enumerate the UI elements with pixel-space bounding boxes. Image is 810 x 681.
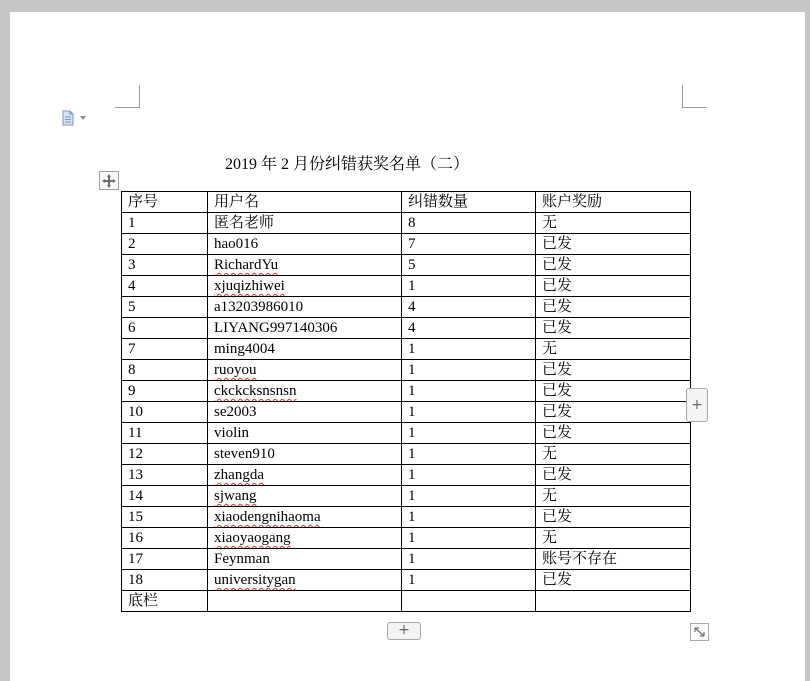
cell-reward[interactable]: 无 [536, 339, 691, 360]
cell-user-text: ruoyou [214, 362, 257, 378]
cell-no[interactable]: 13 [122, 465, 208, 486]
move-table-icon[interactable] [99, 171, 119, 190]
cell-count[interactable]: 1 [402, 507, 536, 528]
cell-reward[interactable]: 无 [536, 486, 691, 507]
cell-count[interactable]: 1 [402, 465, 536, 486]
cell-reward[interactable]: 已发 [536, 423, 691, 444]
cell-user-text: universitygan [214, 572, 296, 588]
resize-diagonal-icon[interactable] [690, 623, 709, 641]
header-cell-no[interactable]: 序号 [122, 192, 208, 213]
cell-reward[interactable]: 无 [536, 444, 691, 465]
table-row [122, 570, 691, 591]
cell-reward[interactable]: 已发 [536, 297, 691, 318]
cell-no[interactable]: 2 [122, 234, 208, 255]
cell-user-text: 匿名老师 [214, 215, 275, 231]
document-icon[interactable] [60, 110, 76, 126]
add-column-button[interactable] [686, 388, 708, 422]
cell-no[interactable]: 1 [122, 213, 208, 234]
cell-reward[interactable]: 已发 [536, 507, 691, 528]
cell-count[interactable]: 1 [402, 402, 536, 423]
cell-no[interactable]: 18 [122, 570, 208, 591]
cell-no[interactable]: 4 [122, 276, 208, 297]
table-row [122, 423, 691, 444]
cell-reward[interactable]: 无 [536, 528, 691, 549]
cell-user-text: ming4004 [214, 341, 275, 357]
cell-user-text: steven910 [214, 446, 275, 462]
plus-icon: + [691, 397, 703, 413]
header-cell-count[interactable]: 纠错数量 [402, 192, 536, 213]
cell-user[interactable] [208, 591, 402, 612]
cell-count[interactable]: 1 [402, 381, 536, 402]
cell-user[interactable] [208, 528, 402, 549]
table-row [122, 213, 691, 234]
table-row [122, 528, 691, 549]
table-footer-row [122, 591, 691, 612]
cell-user[interactable] [208, 486, 402, 507]
cell-user[interactable] [208, 465, 402, 486]
table-row [122, 486, 691, 507]
document-page[interactable] [10, 12, 805, 681]
plus-icon: + [398, 622, 410, 638]
cell-no[interactable]: 9 [122, 381, 208, 402]
cell-user[interactable] [208, 402, 402, 423]
cell-no[interactable]: 5 [122, 297, 208, 318]
cell-user-text: LIYANG997140306 [214, 320, 338, 336]
cell-reward[interactable]: 已发 [536, 255, 691, 276]
cell-user-text: se2003 [214, 404, 257, 420]
chevron-down-icon[interactable] [80, 116, 86, 120]
cell-no[interactable]: 15 [122, 507, 208, 528]
cell-no[interactable]: 16 [122, 528, 208, 549]
cell-user-text: xjuqizhiwei [214, 278, 285, 294]
cell-user-text: xiaodengnihaoma [214, 509, 321, 525]
cell-count[interactable]: 8 [402, 213, 536, 234]
cell-reward[interactable]: 已发 [536, 234, 691, 255]
table-row [122, 276, 691, 297]
table-row [122, 381, 691, 402]
table-row [122, 339, 691, 360]
cell-no[interactable]: 6 [122, 318, 208, 339]
cell-count[interactable]: 1 [402, 486, 536, 507]
cell-user[interactable] [208, 444, 402, 465]
cell-no[interactable]: 7 [122, 339, 208, 360]
cell-count[interactable]: 1 [402, 528, 536, 549]
cell-user-text: a13203986010 [214, 299, 304, 315]
cell-count[interactable]: 1 [402, 444, 536, 465]
cell-no[interactable]: 17 [122, 549, 208, 570]
cell-user[interactable] [208, 549, 402, 570]
cell-user[interactable] [208, 381, 402, 402]
add-row-button[interactable] [387, 622, 421, 640]
cell-user[interactable] [208, 339, 402, 360]
cell-reward[interactable]: 账号不存在 [536, 549, 691, 570]
cell-count[interactable]: 1 [402, 549, 536, 570]
cell-reward[interactable]: 已发 [536, 465, 691, 486]
cell-user-text: RichardYu [214, 257, 279, 273]
cell-no[interactable]: 12 [122, 444, 208, 465]
cell-no[interactable]: 8 [122, 360, 208, 381]
cell-count[interactable]: 1 [402, 570, 536, 591]
cell-user[interactable] [208, 360, 402, 381]
table-row [122, 318, 691, 339]
table-row [122, 234, 691, 255]
cell-user[interactable] [208, 570, 402, 591]
cell-user-text: ckckcksnsnsn [214, 383, 297, 399]
table-row [122, 507, 691, 528]
cell-no[interactable]: 11 [122, 423, 208, 444]
cell-count[interactable]: 5 [402, 255, 536, 276]
cell-reward[interactable]: 已发 [536, 360, 691, 381]
cell-user-text: violin [214, 425, 250, 441]
cell-user[interactable] [208, 297, 402, 318]
table-row [122, 444, 691, 465]
table-row [122, 255, 691, 276]
table-row [122, 297, 691, 318]
cell-user[interactable] [208, 276, 402, 297]
cell-no[interactable]: 底栏 [122, 591, 208, 612]
cell-count[interactable]: 4 [402, 318, 536, 339]
cell-count[interactable]: 7 [402, 234, 536, 255]
cell-reward[interactable]: 已发 [536, 381, 691, 402]
document-title: 2019 年 2 月份纠错获奖名单（二） [225, 156, 470, 173]
cell-user-text: sjwang [214, 488, 257, 504]
cell-reward[interactable]: 已发 [536, 276, 691, 297]
cell-count[interactable]: 1 [402, 276, 536, 297]
cell-reward[interactable]: 无 [536, 213, 691, 234]
table-row [122, 549, 691, 570]
cell-count[interactable] [402, 591, 536, 612]
cell-reward[interactable]: 已发 [536, 570, 691, 591]
crop-mark-top-left [115, 85, 140, 108]
cell-user[interactable] [208, 507, 402, 528]
cell-user-text: zhangda [214, 467, 264, 483]
award-table[interactable] [121, 191, 691, 612]
cell-reward[interactable]: 已发 [536, 402, 691, 423]
cell-user[interactable] [208, 318, 402, 339]
table-row [122, 360, 691, 381]
table-row [122, 402, 691, 423]
cell-reward[interactable] [536, 591, 691, 612]
crop-mark-top-right [682, 85, 707, 108]
header-cell-reward[interactable]: 账户奖励 [536, 192, 691, 213]
cell-count[interactable]: 4 [402, 297, 536, 318]
cell-user-text: xiaoyaogang [214, 530, 291, 546]
cell-count[interactable]: 1 [402, 339, 536, 360]
cell-count[interactable]: 1 [402, 423, 536, 444]
cell-user-text: Feynman [214, 551, 270, 567]
cell-user-text: hao016 [214, 236, 259, 252]
cell-no[interactable]: 3 [122, 255, 208, 276]
table-row [122, 465, 691, 486]
cell-user[interactable] [208, 234, 402, 255]
cell-no[interactable]: 14 [122, 486, 208, 507]
header-cell-user[interactable]: 用户名 [208, 192, 402, 213]
cell-count[interactable]: 1 [402, 360, 536, 381]
cell-no[interactable]: 10 [122, 402, 208, 423]
cell-user[interactable] [208, 255, 402, 276]
table-header-row [122, 192, 691, 213]
cell-user[interactable] [208, 423, 402, 444]
cell-reward[interactable]: 已发 [536, 318, 691, 339]
cell-user[interactable] [208, 213, 402, 234]
